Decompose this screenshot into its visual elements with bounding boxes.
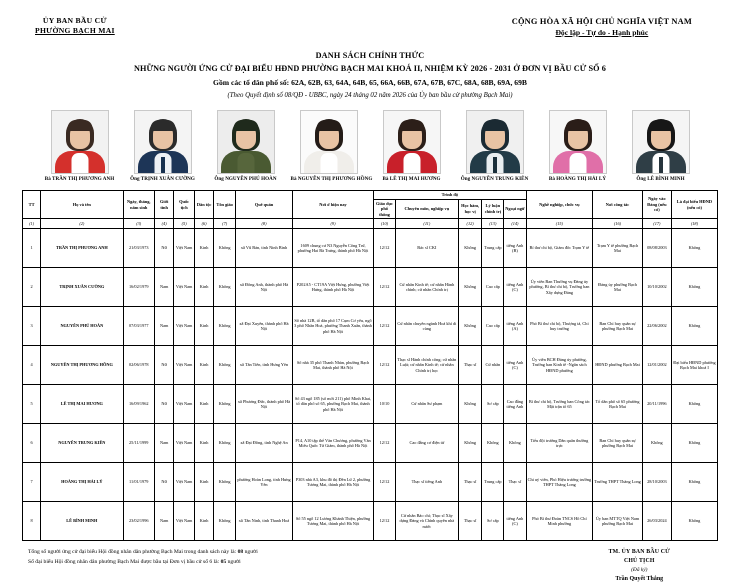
th-political-theory: Lý luận chính trị xyxy=(482,199,504,219)
cell-is-deputy: Không xyxy=(671,229,717,268)
candidate-table xyxy=(22,190,718,541)
cell-tt: 3 xyxy=(23,307,41,346)
cell-tt: 6 xyxy=(23,424,41,463)
cell-hometown: xã Tân Ninh, tỉnh Thanh Hoá xyxy=(236,502,293,541)
cell-occupation: Tiểu đội trưởng Dân quân thường trực xyxy=(526,424,593,463)
th-nationality: Quốc tịch xyxy=(174,191,195,219)
cell-specialty: Cao đẳng cơ điện tử xyxy=(395,424,458,463)
candidate-portrait xyxy=(466,110,524,174)
cell-hometown: xã Tân Tiến, tỉnh Hưng Yên xyxy=(236,346,293,385)
elected-seats-value: 05 xyxy=(220,558,227,565)
cell-dob: 02/06/1978 xyxy=(123,346,154,385)
cell-workplace: HĐND phường Bạch Mai xyxy=(593,346,643,385)
cell-specialty: Cử nhân Báo chí; Thạc sĩ Xây dựng Đảng và Chính quyền nhà nước xyxy=(395,502,458,541)
portrait-hair-front xyxy=(648,120,673,131)
total-candidates-line xyxy=(28,548,258,558)
cell-academic: Không xyxy=(458,424,482,463)
th-fullname: Họ và tên xyxy=(41,191,123,219)
cell-gender: Nữ xyxy=(154,385,173,424)
column-index-cell: (7) xyxy=(214,219,236,229)
cell-gender: Nam xyxy=(154,424,173,463)
country-name: CỘNG HÒA XÃ HỘI CHỦ NGHĨA VIỆT NAM xyxy=(511,17,692,26)
title-line-1: DANH SÁCH CHÍNH THỨC xyxy=(315,51,425,61)
table-body xyxy=(23,229,718,541)
cell-education: 12/12 xyxy=(374,424,396,463)
cell-ethnicity: Kinh xyxy=(194,268,213,307)
cell-nationality: Việt Nam xyxy=(174,307,195,346)
table-column-number-row xyxy=(23,219,718,229)
cell-workplace: Ban Chỉ huy quân sự phường Bạch Mai xyxy=(593,424,643,463)
cell-residence: Số 55 ngõ 12 Lương Khánh Thiện, phường Tương Mai, thành phố Hà Nội xyxy=(292,502,373,541)
th-dob: Ngày, tháng, năm sinh xyxy=(123,191,154,219)
cell-name: LÊ BÌNH MINH xyxy=(41,502,123,541)
cell-workplace: Đảng ủy phường Bạch Mai xyxy=(593,268,643,307)
cell-religion: Không xyxy=(214,463,236,502)
cell-is-deputy: Không xyxy=(671,424,717,463)
candidate-portrait xyxy=(383,110,441,174)
cell-workplace: Tổ dân phố số 65 phường Bạch Mai xyxy=(593,385,643,424)
portrait-shirt xyxy=(569,153,586,173)
th-ethnicity: Dân tộc xyxy=(194,191,213,219)
portrait-hair-front xyxy=(316,120,341,131)
cell-politics: Sơ cấp xyxy=(482,385,504,424)
cell-residence: Số nhà 12B, tổ dân phố 17 Cụm Cơ yếu, ngõ 3 phố Nhân Hoà, phường Thanh Xuân, thành phố Hà Nội xyxy=(292,307,373,346)
candidate-photo-row xyxy=(0,110,740,183)
column-index-cell: (16) xyxy=(593,219,643,229)
portrait-hair-front xyxy=(482,120,507,131)
cell-ethnicity: Kinh xyxy=(194,502,213,541)
cell-politics: Cử nhân xyxy=(482,346,504,385)
cell-education: 12/12 xyxy=(374,502,396,541)
cell-dob: 25/11/1999 xyxy=(123,424,154,463)
cell-specialty: Bác sĩ CKI xyxy=(395,229,458,268)
candidate-photo-cell xyxy=(290,110,373,183)
column-index-cell: (15) xyxy=(526,219,593,229)
cell-workplace: Ban Chỉ huy quân sự phường Bạch Mai xyxy=(593,307,643,346)
candidate-table-wrapper xyxy=(0,190,740,541)
cell-nationality: Việt Nam xyxy=(174,346,195,385)
column-index-cell: (11) xyxy=(395,219,458,229)
cell-party-date: 26/03/2024 xyxy=(642,502,671,541)
column-index-cell: (3) xyxy=(123,219,154,229)
candidate-photo-cell xyxy=(374,110,450,183)
cell-specialty: Thạc sĩ Hành chính công; cử nhân Luật; cử nhân Kinh tế; cử nhân Chính trị học xyxy=(395,346,458,385)
cell-gender: Nữ xyxy=(154,463,173,502)
cell-workplace: Trạm Y tế phường Bạch Mai xyxy=(593,229,643,268)
cell-tt: 4 xyxy=(23,346,41,385)
cell-party-date: 22/06/2002 xyxy=(642,307,671,346)
cell-academic: Thạc sĩ xyxy=(458,346,482,385)
cell-name: LÊ THỊ MAI HƯƠNG xyxy=(41,385,123,424)
signature-authority: TM. ỦY BAN BẦU CỬ xyxy=(608,549,670,556)
cell-education: 10/10 xyxy=(374,385,396,424)
th-group-education-level: Trình độ xyxy=(374,191,527,200)
cell-nationality: Việt Nam xyxy=(174,502,195,541)
title-line-2: NHỮNG NGƯỜI ỨNG CỬ ĐẠI BIỂU HĐND PHƯỜNG BẠCH MAI KHOÁ II, NHIỆM KỲ 2026 - 2031 Ở ĐƠN VỊ BẦU CỬ SỐ 6 xyxy=(134,63,606,73)
national-heading xyxy=(512,16,692,38)
candidate-photo-name: Bà TRẦN THỊ PHƯƠNG ANH xyxy=(44,176,115,183)
column-index-cell: (14) xyxy=(504,219,526,229)
candidate-photo-cell xyxy=(42,110,118,183)
portrait-hair-front xyxy=(565,120,590,131)
cell-hometown: phường Hoàn Long, tỉnh Hưng Yên xyxy=(236,463,293,502)
cell-religion: Không xyxy=(214,307,236,346)
cell-occupation: Bí thư chi bộ, Trưởng ban Công tác Mặt trận tổ 65 xyxy=(526,385,593,424)
table-row xyxy=(23,385,718,424)
cell-party-date: Không xyxy=(642,424,671,463)
cell-politics: Không xyxy=(482,424,504,463)
signature-signed-note: (Đã ký) xyxy=(631,567,648,574)
cell-education: 12/12 xyxy=(374,268,396,307)
cell-party-date: 28/10/2003 xyxy=(642,463,671,502)
cell-gender: Nữ xyxy=(154,346,173,385)
cell-name: NGUYỄN THỊ PHƯƠNG HỒNG xyxy=(41,346,123,385)
candidate-portrait xyxy=(632,110,690,174)
cell-ethnicity: Kinh xyxy=(194,307,213,346)
cell-gender: Nữ xyxy=(154,229,173,268)
elected-seats-label: Số đại biểu Hội đồng nhân dân phường Bạch Mai được bầu tại Đơn vị bầu cử số 6 là: xyxy=(28,558,220,565)
cell-politics: Trung cấp xyxy=(482,463,504,502)
cell-politics: Cao cấp xyxy=(482,307,504,346)
cell-hometown: xã Vũ Bản, tỉnh Ninh Bình xyxy=(236,229,293,268)
table-row xyxy=(23,424,718,463)
cell-is-deputy: Không xyxy=(671,463,717,502)
cell-occupation: Phó Bí thư chi bộ, Thượng tá, Chỉ huy trưởng xyxy=(526,307,593,346)
cell-religion: Không xyxy=(214,424,236,463)
total-candidates-label: Tổng số người ứng cử đại biểu Hội đồng nhân dân phường Bạch Mai trong danh sách này là: xyxy=(28,549,237,556)
cell-language: Cao đẳng tiếng Anh xyxy=(504,385,526,424)
cell-hometown: xã Phương Đức, thành phố Hà Nội xyxy=(236,385,293,424)
portrait-shirt xyxy=(237,153,254,173)
cell-gender: Nam xyxy=(154,502,173,541)
candidate-photo-cell xyxy=(540,110,616,183)
candidate-photo-cell xyxy=(208,110,284,183)
candidate-portrait xyxy=(217,110,275,174)
th-general-education: Giáo dục phổ thông xyxy=(374,199,396,219)
candidate-portrait xyxy=(300,110,358,174)
portrait-shirt xyxy=(403,153,420,173)
table-header-group-row xyxy=(23,191,718,200)
column-index-cell: (4) xyxy=(154,219,173,229)
cell-politics: Cao cấp xyxy=(482,268,504,307)
cell-occupation: Phó Bí thư Đoàn TNCS Hồ Chí Minh phường xyxy=(526,502,593,541)
cell-language: tiếng Anh (C) xyxy=(504,346,526,385)
th-religion: Tôn giáo xyxy=(214,191,236,219)
candidate-photo-name: Ông NGUYỄN PHÚ HOÀN xyxy=(214,176,277,183)
cell-hometown: xã Đại Đồng, tỉnh Nghệ An xyxy=(236,424,293,463)
th-residence: Nơi ở hiện nay xyxy=(292,191,373,219)
cell-education: 12/12 xyxy=(374,307,396,346)
portrait-tie xyxy=(659,157,663,173)
cell-ethnicity: Kinh xyxy=(194,385,213,424)
cell-name: NGUYỄN PHÚ HOÀN xyxy=(41,307,123,346)
cell-name: TRẦN THỊ PHƯƠNG ANH xyxy=(41,229,123,268)
candidate-portrait xyxy=(134,110,192,174)
cell-party-date: 10/10/2002 xyxy=(642,268,671,307)
cell-ethnicity: Kinh xyxy=(194,463,213,502)
cell-academic: Thạc sĩ xyxy=(458,502,482,541)
cell-residence: P202A5 - CT19A Việt Hưng, phường Việt Hưng, thành phố Hà Nội xyxy=(292,268,373,307)
cell-politics: Trung cấp xyxy=(482,229,504,268)
cell-name: HOÀNG THỊ HẢI LÝ xyxy=(41,463,123,502)
cell-language: tiếng Anh (C) xyxy=(504,502,526,541)
org-name-line2: PHƯỜNG BẠCH MAI xyxy=(35,26,115,36)
summary-counts xyxy=(28,548,258,585)
cell-academic: Không xyxy=(458,307,482,346)
cell-religion: Không xyxy=(214,346,236,385)
cell-academic: Không xyxy=(458,385,482,424)
column-index-cell: (10) xyxy=(374,219,396,229)
table-row xyxy=(23,307,718,346)
cell-dob: 21/03/1973 xyxy=(123,229,154,268)
cell-name: NGUYỄN TRUNG KIÊN xyxy=(41,424,123,463)
th-tt: TT xyxy=(23,191,41,219)
cell-ethnicity: Kinh xyxy=(194,424,213,463)
cell-party-date: 20/11/1996 xyxy=(642,385,671,424)
candidate-portrait xyxy=(549,110,607,174)
th-occupation: Nghề nghiệp, chức vụ xyxy=(526,191,593,219)
elected-seats-line xyxy=(28,558,258,568)
total-candidates-unit: người xyxy=(244,549,258,556)
candidate-photo-cell xyxy=(125,110,201,183)
cell-religion: Không xyxy=(214,229,236,268)
portrait-hair-front xyxy=(399,120,424,131)
cell-ethnicity: Kinh xyxy=(194,229,213,268)
portrait-hair-front xyxy=(67,120,92,131)
document-title-block xyxy=(0,50,740,101)
title-line-3-wards: Gồm các tổ dân phố số: 62A, 62B, 63, 64A, 64B, 65, 66A, 66B, 67A, 67B, 67C, 68A, 68B, 69A, 69B xyxy=(213,77,527,87)
cell-dob: 16/02/1979 xyxy=(123,268,154,307)
column-index-cell: (13) xyxy=(482,219,504,229)
cell-hometown: xã Đông Anh, thành phố Hà Nội xyxy=(236,268,293,307)
th-specialty: Chuyên môn, nghiệp vụ xyxy=(395,199,458,219)
column-index-cell: (17) xyxy=(642,219,671,229)
cell-dob: 07/03/1977 xyxy=(123,307,154,346)
table-row xyxy=(23,229,718,268)
document-header xyxy=(0,0,740,38)
portrait-tie xyxy=(161,157,165,173)
portrait-hair-front xyxy=(233,120,258,131)
cell-academic: Không xyxy=(458,268,482,307)
cell-religion: Không xyxy=(214,268,236,307)
cell-party-date: 08/08/2003 xyxy=(642,229,671,268)
cell-tt: 8 xyxy=(23,502,41,541)
th-hometown: Quê quán xyxy=(236,191,293,219)
th-academic-title: Học hàm, học vị xyxy=(458,199,482,219)
cell-gender: Nam xyxy=(154,307,173,346)
cell-residence: P303 nhà A3, khu đô thị Đền Lừ 2, phường Tương Mai, thành phố Hà Nội xyxy=(292,463,373,502)
cell-workplace: Trường THPT Thăng Long xyxy=(593,463,643,502)
cell-nationality: Việt Nam xyxy=(174,385,195,424)
elected-seats-unit: người xyxy=(227,558,241,565)
cell-specialty: Thạc sĩ tiếng Anh xyxy=(395,463,458,502)
column-index-cell: (6) xyxy=(194,219,213,229)
title-line-4-decision: (Theo Quyết định số 08/QĐ - UBBC, ngày 24 tháng 02 năm 2026 của Ủy ban bầu cử phường Bạch Mai) xyxy=(227,92,513,100)
cell-language: tiếng Anh (C) xyxy=(504,268,526,307)
cell-language: tiếng Anh (A) xyxy=(504,307,526,346)
candidate-photo-name: Bà NGUYỄN THỊ PHƯƠNG HỒNG xyxy=(290,176,373,183)
cell-hometown: xã Đại Xuyên, thành phố Hà Nội xyxy=(236,307,293,346)
cell-occupation: Ủy viên BCH Đảng ủy phường, Trưởng ban Kinh tế -Ngân sách HĐND phường xyxy=(526,346,593,385)
cell-tt: 5 xyxy=(23,385,41,424)
total-candidates-value: 08 xyxy=(237,549,244,556)
cell-tt: 2 xyxy=(23,268,41,307)
national-motto: Độc lập - Tự do - Hạnh phúc xyxy=(555,27,649,37)
candidate-photo-name: Ông LÊ BÌNH MINH xyxy=(636,176,685,183)
cell-nationality: Việt Nam xyxy=(174,463,195,502)
cell-occupation: Ủy viên Ban Thường vụ Đảng ủy phường, Bí thư chi bộ, Trưởng ban Xây dựng Đảng xyxy=(526,268,593,307)
candidate-portrait xyxy=(51,110,109,174)
table-row xyxy=(23,463,718,502)
cell-tt: 1 xyxy=(23,229,41,268)
cell-dob: 11/01/1979 xyxy=(123,463,154,502)
cell-language: Thạc sĩ xyxy=(504,463,526,502)
column-index-cell: (1) xyxy=(23,219,41,229)
column-index-cell: (18) xyxy=(671,219,717,229)
candidate-photo-cell xyxy=(457,110,533,183)
column-index-cell: (9) xyxy=(292,219,373,229)
th-party-date: Ngày vào Đảng (nếu có) xyxy=(642,191,671,219)
cell-party-date: 12/01/2002 xyxy=(642,346,671,385)
cell-dob: 23/02/1996 xyxy=(123,502,154,541)
cell-residence: P14, A10 tập thể Văn Chương, phường Văn Miếu Quốc Tử Giám, thành phố Hà Nội xyxy=(292,424,373,463)
cell-is-deputy: Không xyxy=(671,385,717,424)
cell-residence: Số 43 ngõ 185 (số mới 211) phố Minh Khai, tổ dân phố số 65, phường Bạch Mai, thành phố Hà Nội xyxy=(292,385,373,424)
cell-academic: Thạc sĩ xyxy=(458,463,482,502)
portrait-shirt xyxy=(71,153,88,173)
th-is-deputy: Là đại biểu HĐND (nếu có) xyxy=(671,191,717,219)
cell-nationality: Việt Nam xyxy=(174,229,195,268)
column-index-cell: (8) xyxy=(236,219,293,229)
column-index-cell: (2) xyxy=(41,219,123,229)
candidate-photo-name: Ông NGUYỄN TRUNG KIÊN xyxy=(460,176,529,183)
portrait-hair-front xyxy=(150,120,175,131)
cell-is-deputy: Không xyxy=(671,268,717,307)
cell-religion: Không xyxy=(214,385,236,424)
table-row xyxy=(23,268,718,307)
issuing-organization xyxy=(35,16,115,38)
candidate-photo-name: Ông TRỊNH XUÂN CƯỜNG xyxy=(130,176,195,183)
org-name-line1: ỦY BAN BẦU CỬ xyxy=(42,16,107,25)
cell-residence: 1609 chung cư N3 Nguyễn Công Trứ, phường Hai Bà Trưng, thành phố Hà Nội xyxy=(292,229,373,268)
cell-education: 12/12 xyxy=(374,346,396,385)
cell-specialty: Cử nhân Kinh tế; cử nhân Hành chính; cử nhân Chính trị xyxy=(395,268,458,307)
portrait-tie xyxy=(493,157,497,173)
cell-workplace: Ủy ban MTTQ Việt Nam phường Bạch Mai xyxy=(593,502,643,541)
th-gender: Giới tính xyxy=(154,191,173,219)
cell-dob: 16/09/1962 xyxy=(123,385,154,424)
cell-education: 12/12 xyxy=(374,463,396,502)
column-index-cell: (5) xyxy=(174,219,195,229)
cell-residence: Số nhà 35 phố Thanh Nhàn, phường Bạch Mai, thành phố Hà Nội xyxy=(292,346,373,385)
th-workplace: Nơi công tác xyxy=(593,191,643,219)
cell-language: Không xyxy=(504,424,526,463)
cell-specialty: Cử nhân Sư phạm xyxy=(395,385,458,424)
cell-is-deputy: Không xyxy=(671,307,717,346)
table-header xyxy=(23,191,718,229)
cell-occupation: Chi uỷ viên, Phó Hiệu trưởng trường THPT Thăng Long xyxy=(526,463,593,502)
signature-block xyxy=(609,548,670,585)
signature-name: Trần Quyết Thắng xyxy=(615,576,664,583)
cell-is-deputy: Đại biểu HĐND phường Bạch Mai khoá I xyxy=(671,346,717,385)
cell-tt: 7 xyxy=(23,463,41,502)
cell-occupation: Bí thư chi bộ, Giám đốc Trạm Y tế xyxy=(526,229,593,268)
cell-ethnicity: Kinh xyxy=(194,346,213,385)
document-footer xyxy=(0,541,740,585)
cell-education: 12/12 xyxy=(374,229,396,268)
cell-nationality: Việt Nam xyxy=(174,424,195,463)
candidate-photo-name: Bà HOÀNG THỊ HẢI LÝ xyxy=(548,176,607,183)
table-row xyxy=(23,346,718,385)
cell-politics: Sơ cấp xyxy=(482,502,504,541)
cell-academic: Không xyxy=(458,229,482,268)
cell-name: TRỊNH XUÂN CƯỜNG xyxy=(41,268,123,307)
cell-is-deputy: Không xyxy=(671,502,717,541)
portrait-shirt xyxy=(320,153,337,173)
cell-gender: Nam xyxy=(154,268,173,307)
cell-specialty: Cử nhân chuyên ngành Hoá khí di cùng xyxy=(395,307,458,346)
cell-nationality: Việt Nam xyxy=(174,268,195,307)
candidate-photo-name: Bà LÊ THỊ MAI HƯƠNG xyxy=(382,176,441,183)
cell-religion: Không xyxy=(214,502,236,541)
column-index-cell: (12) xyxy=(458,219,482,229)
th-foreign-language: Ngoại ngữ xyxy=(504,199,526,219)
signature-role: CHỦ TỊCH xyxy=(623,558,655,565)
table-row xyxy=(23,502,718,541)
candidate-photo-cell xyxy=(623,110,699,183)
cell-language: tiếng Anh (B) xyxy=(504,229,526,268)
